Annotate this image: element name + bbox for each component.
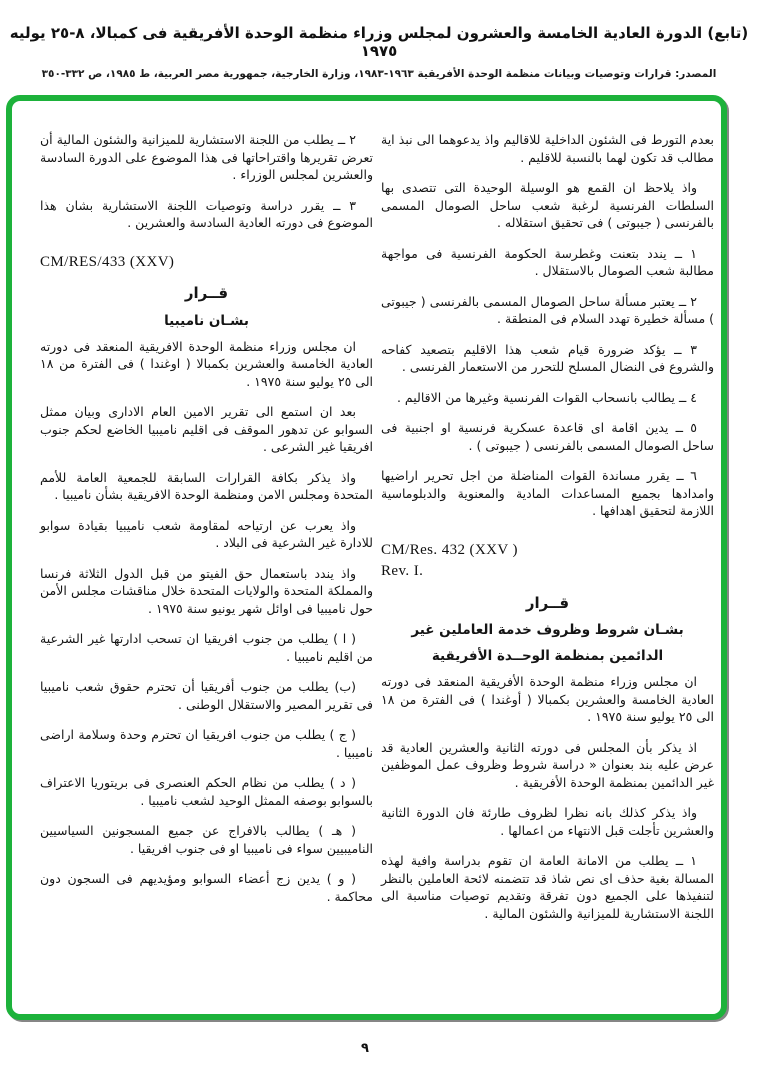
resolution-code: CM/RES/433 (XXV) bbox=[40, 253, 175, 270]
page-number: ٩ bbox=[361, 1041, 369, 1056]
paragraph: ( ا ) يطلب من جنوب افريقيا ان تسحب ادارتها غير الشرعية من اقليم ناميبيا . bbox=[40, 631, 373, 664]
resolution-heading: قــرار bbox=[184, 284, 229, 302]
resolution-code: CM/Res. 432 (XXV ) bbox=[381, 541, 518, 558]
paragraph: ٤ ــ يطالب بانسحاب القوات الفرنسية وغيرها من الاقاليم . bbox=[396, 389, 697, 405]
paragraph: ( هـ ) يطالب بالافراج عن جميع المسجونين السياسيين الناميبيين سواء فى ناميبيا او فى جنوب افريقيا . bbox=[40, 823, 373, 856]
column-left bbox=[40, 131, 373, 1004]
paragraph: واذ يلاحظ ان القمع هو الوسيلة الوحيدة التى تتصدى بها السلطات الفرنسية لرغبة شعب ساحل الصومال المسمى بالفرنسى ( جيبوتى ) فى تحقيق استقلاله . bbox=[381, 180, 714, 230]
page-header bbox=[0, 24, 758, 80]
paragraph: ٢ ــ يطلب من اللجنة الاستشارية للميزانية والشئون المالية أن تعرض تقريرها واقتراحاتها فى هذا الموضوع على الدورة السادسة والعشرين لمجلس الوزراء . bbox=[40, 132, 373, 182]
content-frame bbox=[6, 95, 727, 1020]
paragraph: ٣ ــ يؤكد ضرورة قيام شعب هذا الاقليم بتصعيد كفاحه والشروع فى النضال المسلح للتحرر من الاستعمار الفرنسى . bbox=[381, 341, 714, 374]
paragraph: ( ج ) يطلب من جنوب افريقيا ان تحترم وحدة وسلامة اراضى ناميبيا . bbox=[40, 727, 373, 760]
resolution-code: Rev. I. bbox=[381, 563, 424, 579]
paragraph: اذ يذكر بأن المجلس فى دورته الثانية والعشرين العادية قد عرض عليه بند بعنوان « دراسة شروط وظروف عمل الموظفين غير الدائمين بمنظمة الوحدة الأفريقية . bbox=[381, 739, 714, 790]
paragraph: بعد ان استمع الى تقرير الامين العام الادارى وبيان ممثل السوابو عن تدهور الموقف فى اقليم ناميبيا الخاضع لحكم جنوب افريقيا غير الشرعى . bbox=[40, 404, 373, 454]
paragraph: ( و ) يدين زج أعضاء السوابو ومؤيديهم فى السجون دون محاكمة . bbox=[40, 871, 373, 904]
paragraph: ان مجلس وزراء منظمة الوحدة الأفريقية المنعقد فى دورته العادية الخامسة والعشرين بكمبالا ( أوغندا ) فى الفترة من ١٨ الى ٢٥ يوليو سنة ١٩٧٥ . bbox=[381, 674, 714, 724]
resolution-heading: قــرار bbox=[525, 593, 570, 612]
paragraph: بعدم التورط فى الشئون الداخلية للاقاليم واذ يدعوهما الى نبذ اية مطالب قد تكون لهما بالنسبة للاقليم . bbox=[381, 132, 714, 165]
column-right bbox=[381, 131, 714, 1004]
paragraph: ٥ ــ يدين اقامة اى قاعدة عسكرية فرنسية او اجنبية فى ساحل الصومال المسمى بالفرنسى ( جيبوتى ) . bbox=[381, 420, 714, 453]
paragraph: (ب) يطلب من جنوب أفريقيا أن تحترم حقوق شعب ناميبيا فى تقرير المصير والاستقلال الوطنى . bbox=[40, 679, 373, 712]
paragraph: ٣ ــ يقرر دراسة وتوصيات اللجنة الاستشارية بشان هذا الموضوع فى دورته العادية السادسة والعشرين . bbox=[40, 197, 373, 230]
paragraph: ان مجلس وزراء منظمة الوحدة الافريقية المنعقد فى دورته العادية الخامسة والعشرين بكمبالا ( اوغندا ) فى الفترة من ١٨ الى ٢٥ يوليو سنة ١٩٧٥ . bbox=[40, 338, 373, 389]
columns-container bbox=[12, 101, 721, 1014]
paragraph: واذ يذكر بكافة القرارات السابقة للجمعية العامة للأمم المتحدة ومجلس الامن ومنظمة الوحدة الافريقية بشأن ناميبيا . bbox=[40, 469, 373, 502]
paragraph: ١ ــ يندد بتعنت وغطرسة الحكومة الفرنسية فى مواجهة مطالبة شعب الصومال بالاستقلال . bbox=[381, 245, 714, 278]
paragraph: واذ يعرب عن ارتياحه لمقاومة شعب ناميبيا بقيادة سوابو للادارة غير الشرعية فى البلاد . bbox=[40, 517, 373, 550]
page-header-title: (تابع) الدورة العادية الخامسة والعشرون لمجلس وزراء منظمة الوحدة الأفريقية فى كمبالا، ٨-٢٥ يوليه ١٩٧٥ bbox=[9, 24, 749, 60]
paragraph: ٦ ــ يقرر مساندة القوات المناضلة من اجل تحرير اراضيها وامدادها بجميع المساعدات المادية والمعنوية والدبلوماسية اللازمة لتحقيق اهدافها . bbox=[381, 468, 714, 518]
paragraph: واذ يذكر كذلك بانه نظرا لظروف طارئة فان الدورة الثانية والعشرين تأجلت قبل الانتهاء من اعمالها . bbox=[381, 805, 714, 838]
paragraph: ( د ) يطلب من نظام الحكم العنصرى فى بريتوريا الاعتراف بالسوابو بوصفه الممثل الوحيد لشعب ناميبيا . bbox=[40, 775, 373, 808]
paragraph: ١ ــ يطلب من الامانة العامة ان تقوم بدراسة وافية لهذه المسالة بغية حذف اى نص شاذ قد تتضمنه لائحة العاملين بالنظر لتنفيذها على الجميع دون تفرقة وتقديم توصيات مناسبة الى اللجنة الاستشارية للميزانية والشئون المالية . bbox=[381, 853, 714, 921]
resolution-title: بشـان ناميبيا bbox=[164, 312, 249, 329]
resolution-title: الدائمين بمنظمة الوحــدة الأفريقية bbox=[431, 648, 664, 664]
paragraph: واذ يندد باستعمال حق الفيتو من قبل الدول الثلاثة فرنسا والمملكة المتحدة والولايات المتحدة خلال مناقشات مجلس الأمن حول ناميبيا فى اوائل شهر يونيو سنة ١٩٧٥ . bbox=[40, 565, 373, 616]
resolution-title: بشـان شروط وظروف خدمة العاملين غير bbox=[411, 622, 684, 638]
paragraph: ٢ ــ يعتبر مسألة ساحل الصومال المسمى بالفرنسى ( جيبوتى ) مسألة خطيرة تهدد السلام فى المنطقة . bbox=[381, 293, 714, 326]
source-line: المصدر: قرارات وتوصيات وبيانات منظمة الوحدة الأفريقية ١٩٦٣-١٩٨٣، وزارة الخارجية، جمهورية مصر العربية، ط ١٩٨٥، ص ٣٣٢-٣٥٠ bbox=[41, 68, 717, 80]
